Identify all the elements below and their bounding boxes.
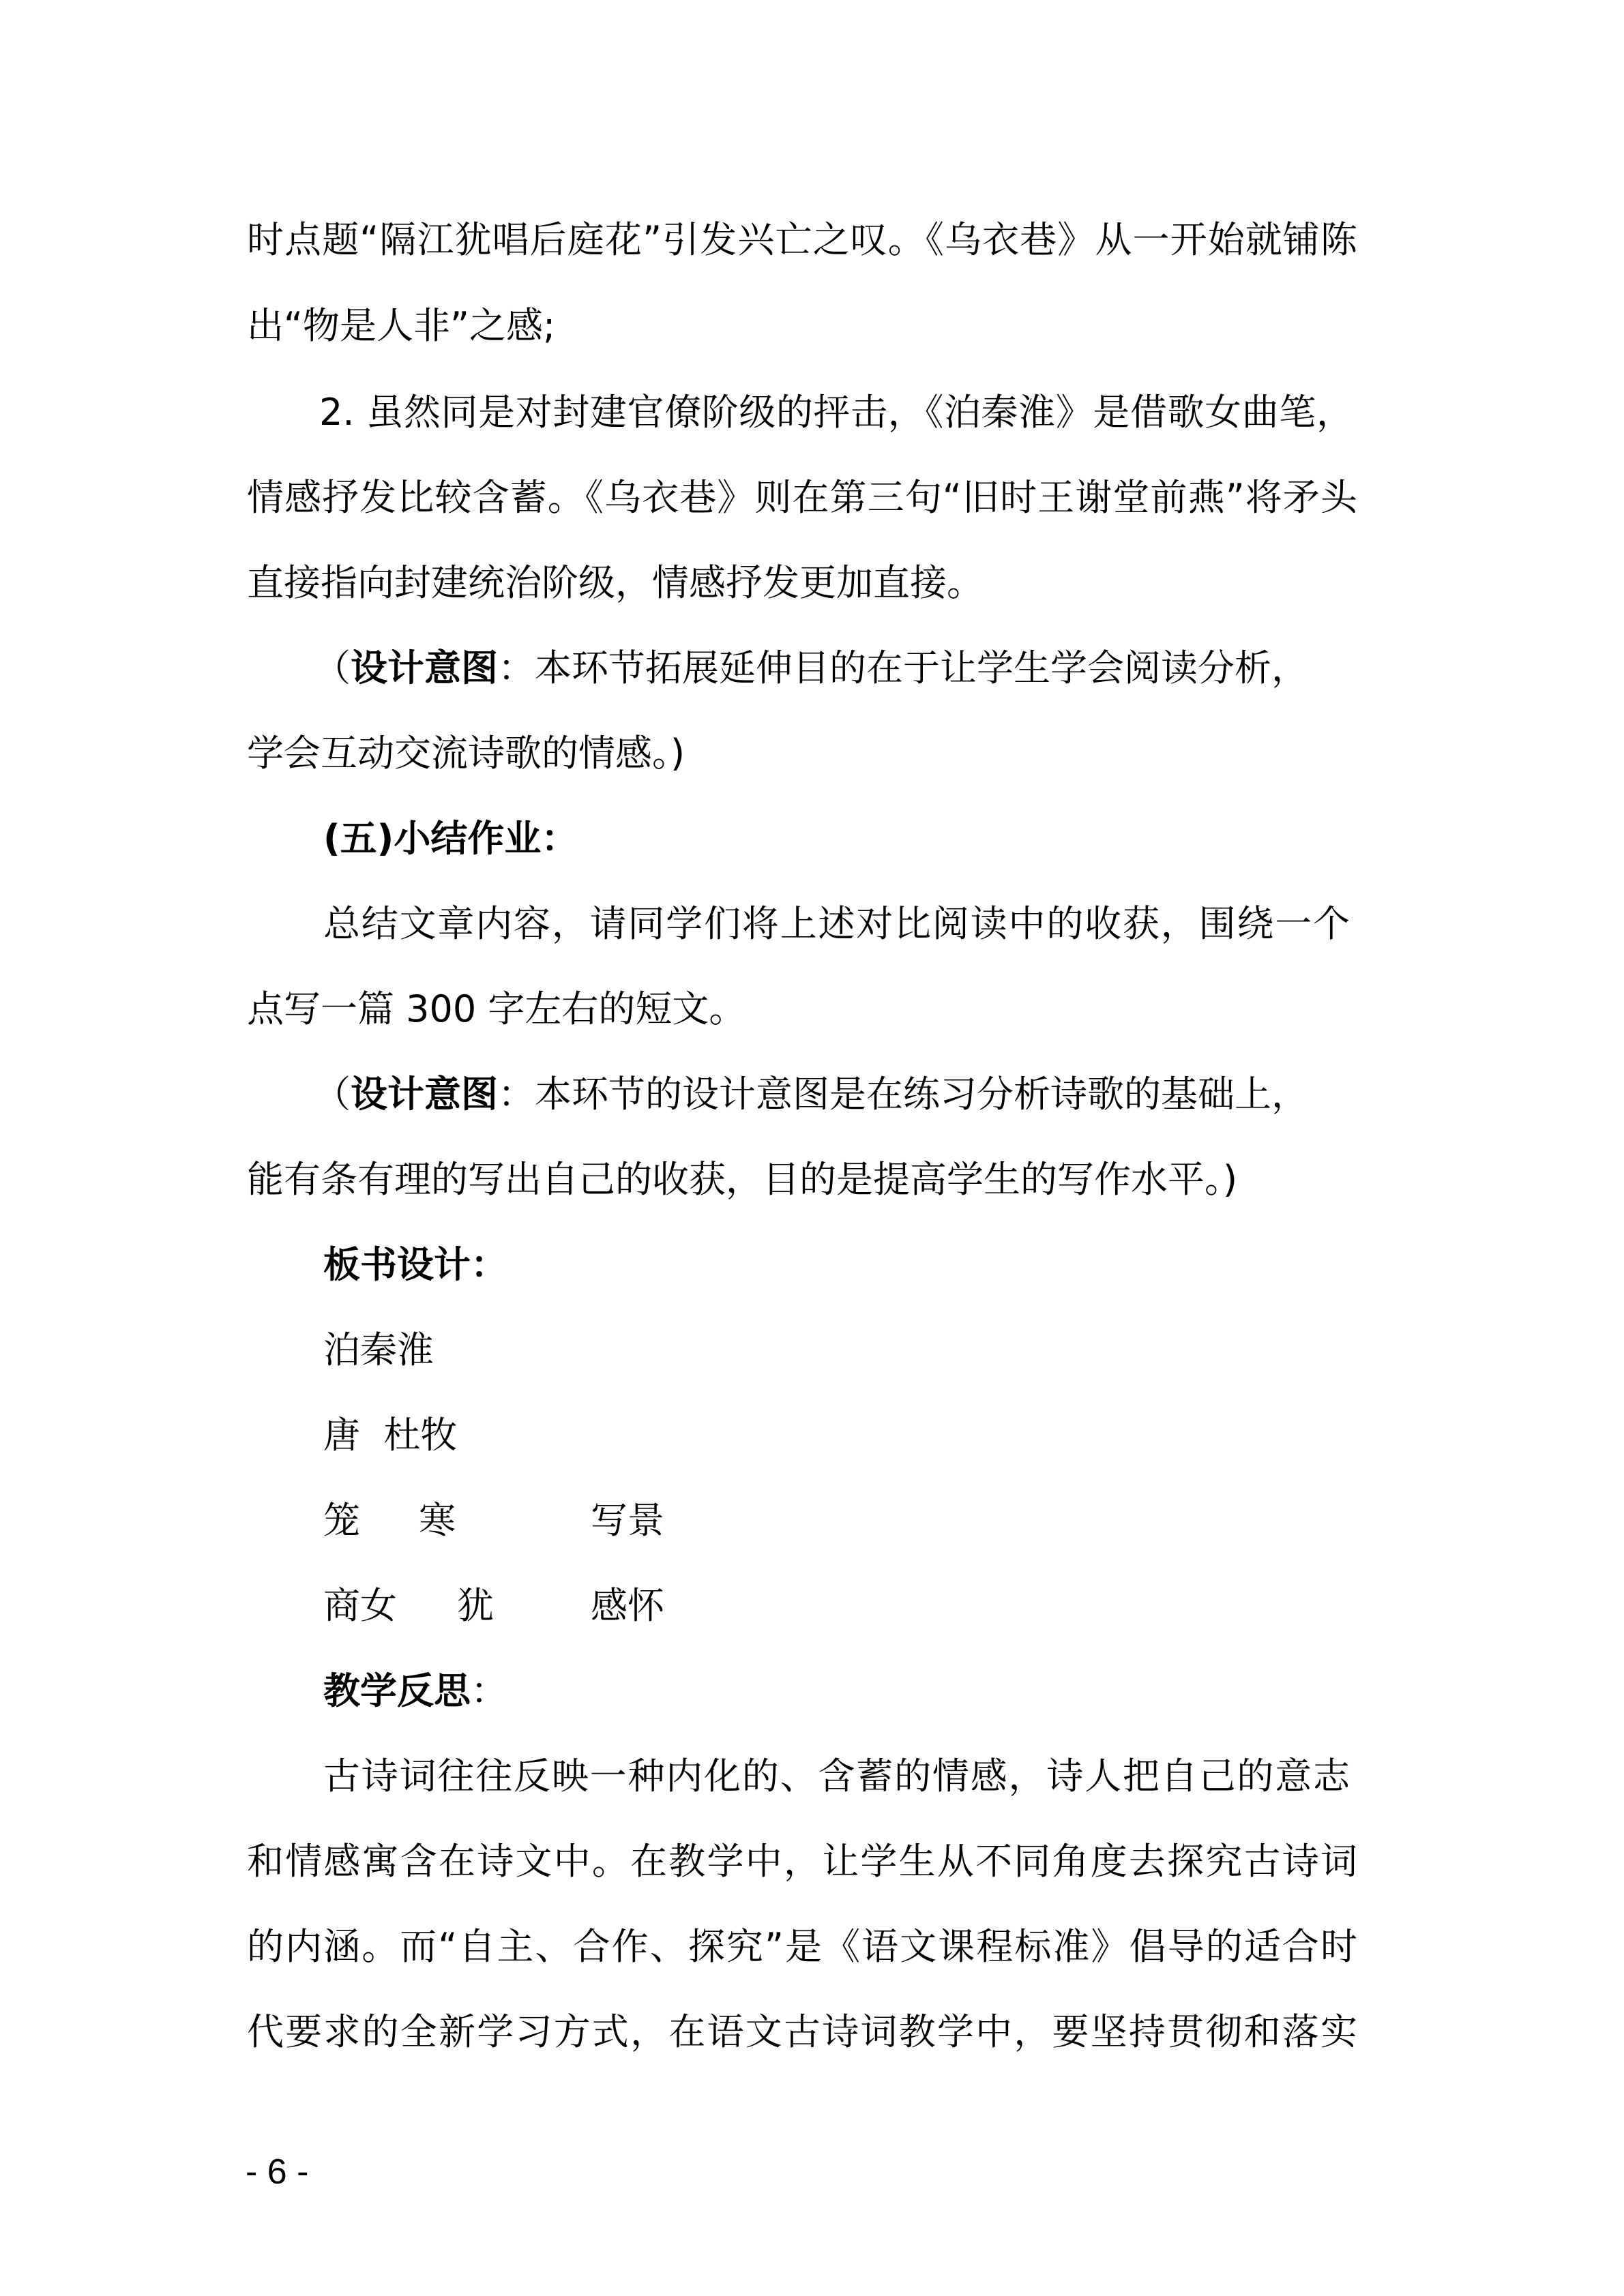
reflection-colon: ：	[471, 1669, 507, 1712]
section-heading: (五)小结作业：	[323, 817, 578, 860]
design-intent-text: ：本环节拓展延伸目的在于让学生学会阅读分析，	[498, 646, 1308, 689]
page-number: - 6 -	[246, 2152, 309, 2192]
open-paren: （	[314, 1073, 351, 1116]
design-intent-label: 设计意图	[351, 1073, 498, 1116]
paragraph-line: 能有条有理的写出自己的收获，目的是提高学生的写作水平。)	[247, 1158, 1238, 1201]
board-cell: 感怀	[591, 1584, 664, 1627]
paragraph-line: 2. 虽然同是对封建官僚阶级的抨击，《泊秦淮》是借歌女曲笔，	[319, 391, 1353, 434]
design-intent-label: 设计意图	[351, 646, 498, 689]
paragraph-line: 时点题“隔江犹唱后庭花”引发兴亡之叹。《乌衣巷》从一开始就铺陈	[247, 218, 1357, 261]
board-line	[323, 1582, 801, 1630]
section-heading: 板书设计：	[323, 1243, 507, 1286]
open-paren: （	[314, 646, 351, 689]
board-line: 泊秦淮	[323, 1328, 434, 1371]
paragraph-line: 出“物是人非”之感;	[247, 304, 556, 347]
paragraph-line: 总结文章内容，请同学们将上述对比阅读中的收获，围绕一个	[323, 902, 1350, 945]
reflection-label: 教学反思	[323, 1669, 471, 1712]
paragraph-line: 情感抒发比较含蓄。《乌衣巷》则在第三句“旧时王谢堂前燕”将矛头	[247, 476, 1357, 519]
design-intent-line	[314, 1071, 1308, 1118]
paragraph-line: 古诗词往往反映一种内化的、含蓄的情感，诗人把自己的意志	[323, 1755, 1350, 1798]
section-heading	[323, 1667, 507, 1715]
design-intent-line	[314, 644, 1308, 692]
board-cell: 犹	[457, 1584, 494, 1627]
paragraph-line: 直接指向封建统治阶级，情感抒发更加直接。	[247, 561, 984, 604]
board-cell: 寒	[419, 1499, 456, 1542]
paragraph-line: 点写一篇 300 字左右的短文。	[247, 987, 746, 1030]
paragraph-line: 的内涵。而“自主、合作、探究”是《语文课程标准》倡导的适合时	[247, 1925, 1357, 1968]
design-intent-text: ：本环节的设计意图是在练习分析诗歌的基础上，	[498, 1073, 1308, 1116]
paragraph-line: 代要求的全新学习方式，在语文古诗词教学中，要坚持贯彻和落实	[247, 2010, 1357, 2053]
board-cell: 商女	[323, 1584, 397, 1627]
paragraph-line: 和情感寓含在诗文中。在教学中，让学生从不同角度去探究古诗词	[247, 1840, 1357, 1883]
board-cell: 笼	[323, 1499, 360, 1542]
paragraph-line: 学会互动交流诗歌的情感。)	[247, 732, 685, 775]
board-line: 唐 杜牧	[323, 1414, 458, 1457]
board-cell: 写景	[591, 1499, 664, 1542]
board-line	[323, 1497, 801, 1545]
